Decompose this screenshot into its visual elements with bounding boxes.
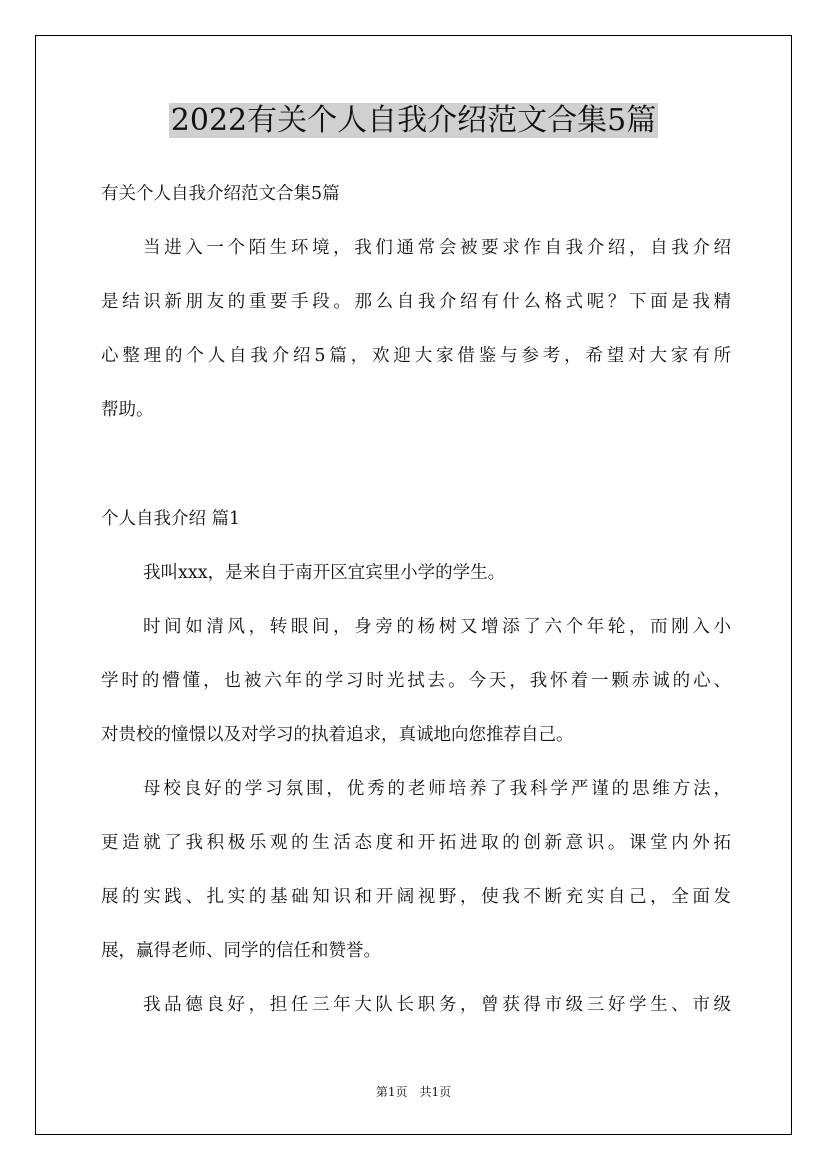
subtitle: 有关个人自我介绍范文合集5篇 (101, 184, 340, 204)
intro-line: 是结识新朋友的重要手段。那么自我介绍有什么格式呢？下面是我精 (101, 292, 731, 312)
intro-line: 当进入一个陌生环境，我们通常会被要求作自我介绍，自我介绍 (143, 238, 731, 258)
intro-line: 帮助。 (101, 400, 154, 420)
body-line: 更造就了我积极乐观的生活态度和开拓进取的创新意识。课堂内外拓 (101, 833, 731, 853)
body-line: 对贵校的憧憬以及对学习的执着追求，真诚地向您推荐自己。 (101, 725, 574, 745)
document-title: 2022有关个人自我介绍范文合集5篇 (170, 103, 657, 138)
body-line: 展，赢得老师、同学的信任和赞誉。 (101, 941, 381, 961)
body-line: 我品德良好，担任三年大队长职务，曾获得市级三好学生、市级 (143, 995, 731, 1015)
body-line: 时间如清风，转眼间，身旁的杨树又增添了六个年轮，而刚入小 (143, 617, 731, 637)
body-line: 展的实践、扎实的基础知识和开阔视野，使我不断充实自己，全面发 (101, 887, 731, 907)
body-line: 母校良好的学习氛围，优秀的老师培养了我科学严谨的思维方法， (143, 779, 731, 799)
body-line: 学时的懵懂，也被六年的学习时光拭去。今天，我怀着一颗赤诚的心、 (101, 671, 731, 691)
body-line: 我叫xxx，是来自于南开区宜宾里小学的学生。 (143, 563, 506, 583)
intro-line: 心整理的个人自我介绍5篇，欢迎大家借鉴与参考，希望对大家有所 (101, 346, 731, 366)
page-footer: 第1页 共1页 (375, 1085, 452, 1099)
section-heading: 个人自我介绍 篇1 (101, 509, 241, 529)
